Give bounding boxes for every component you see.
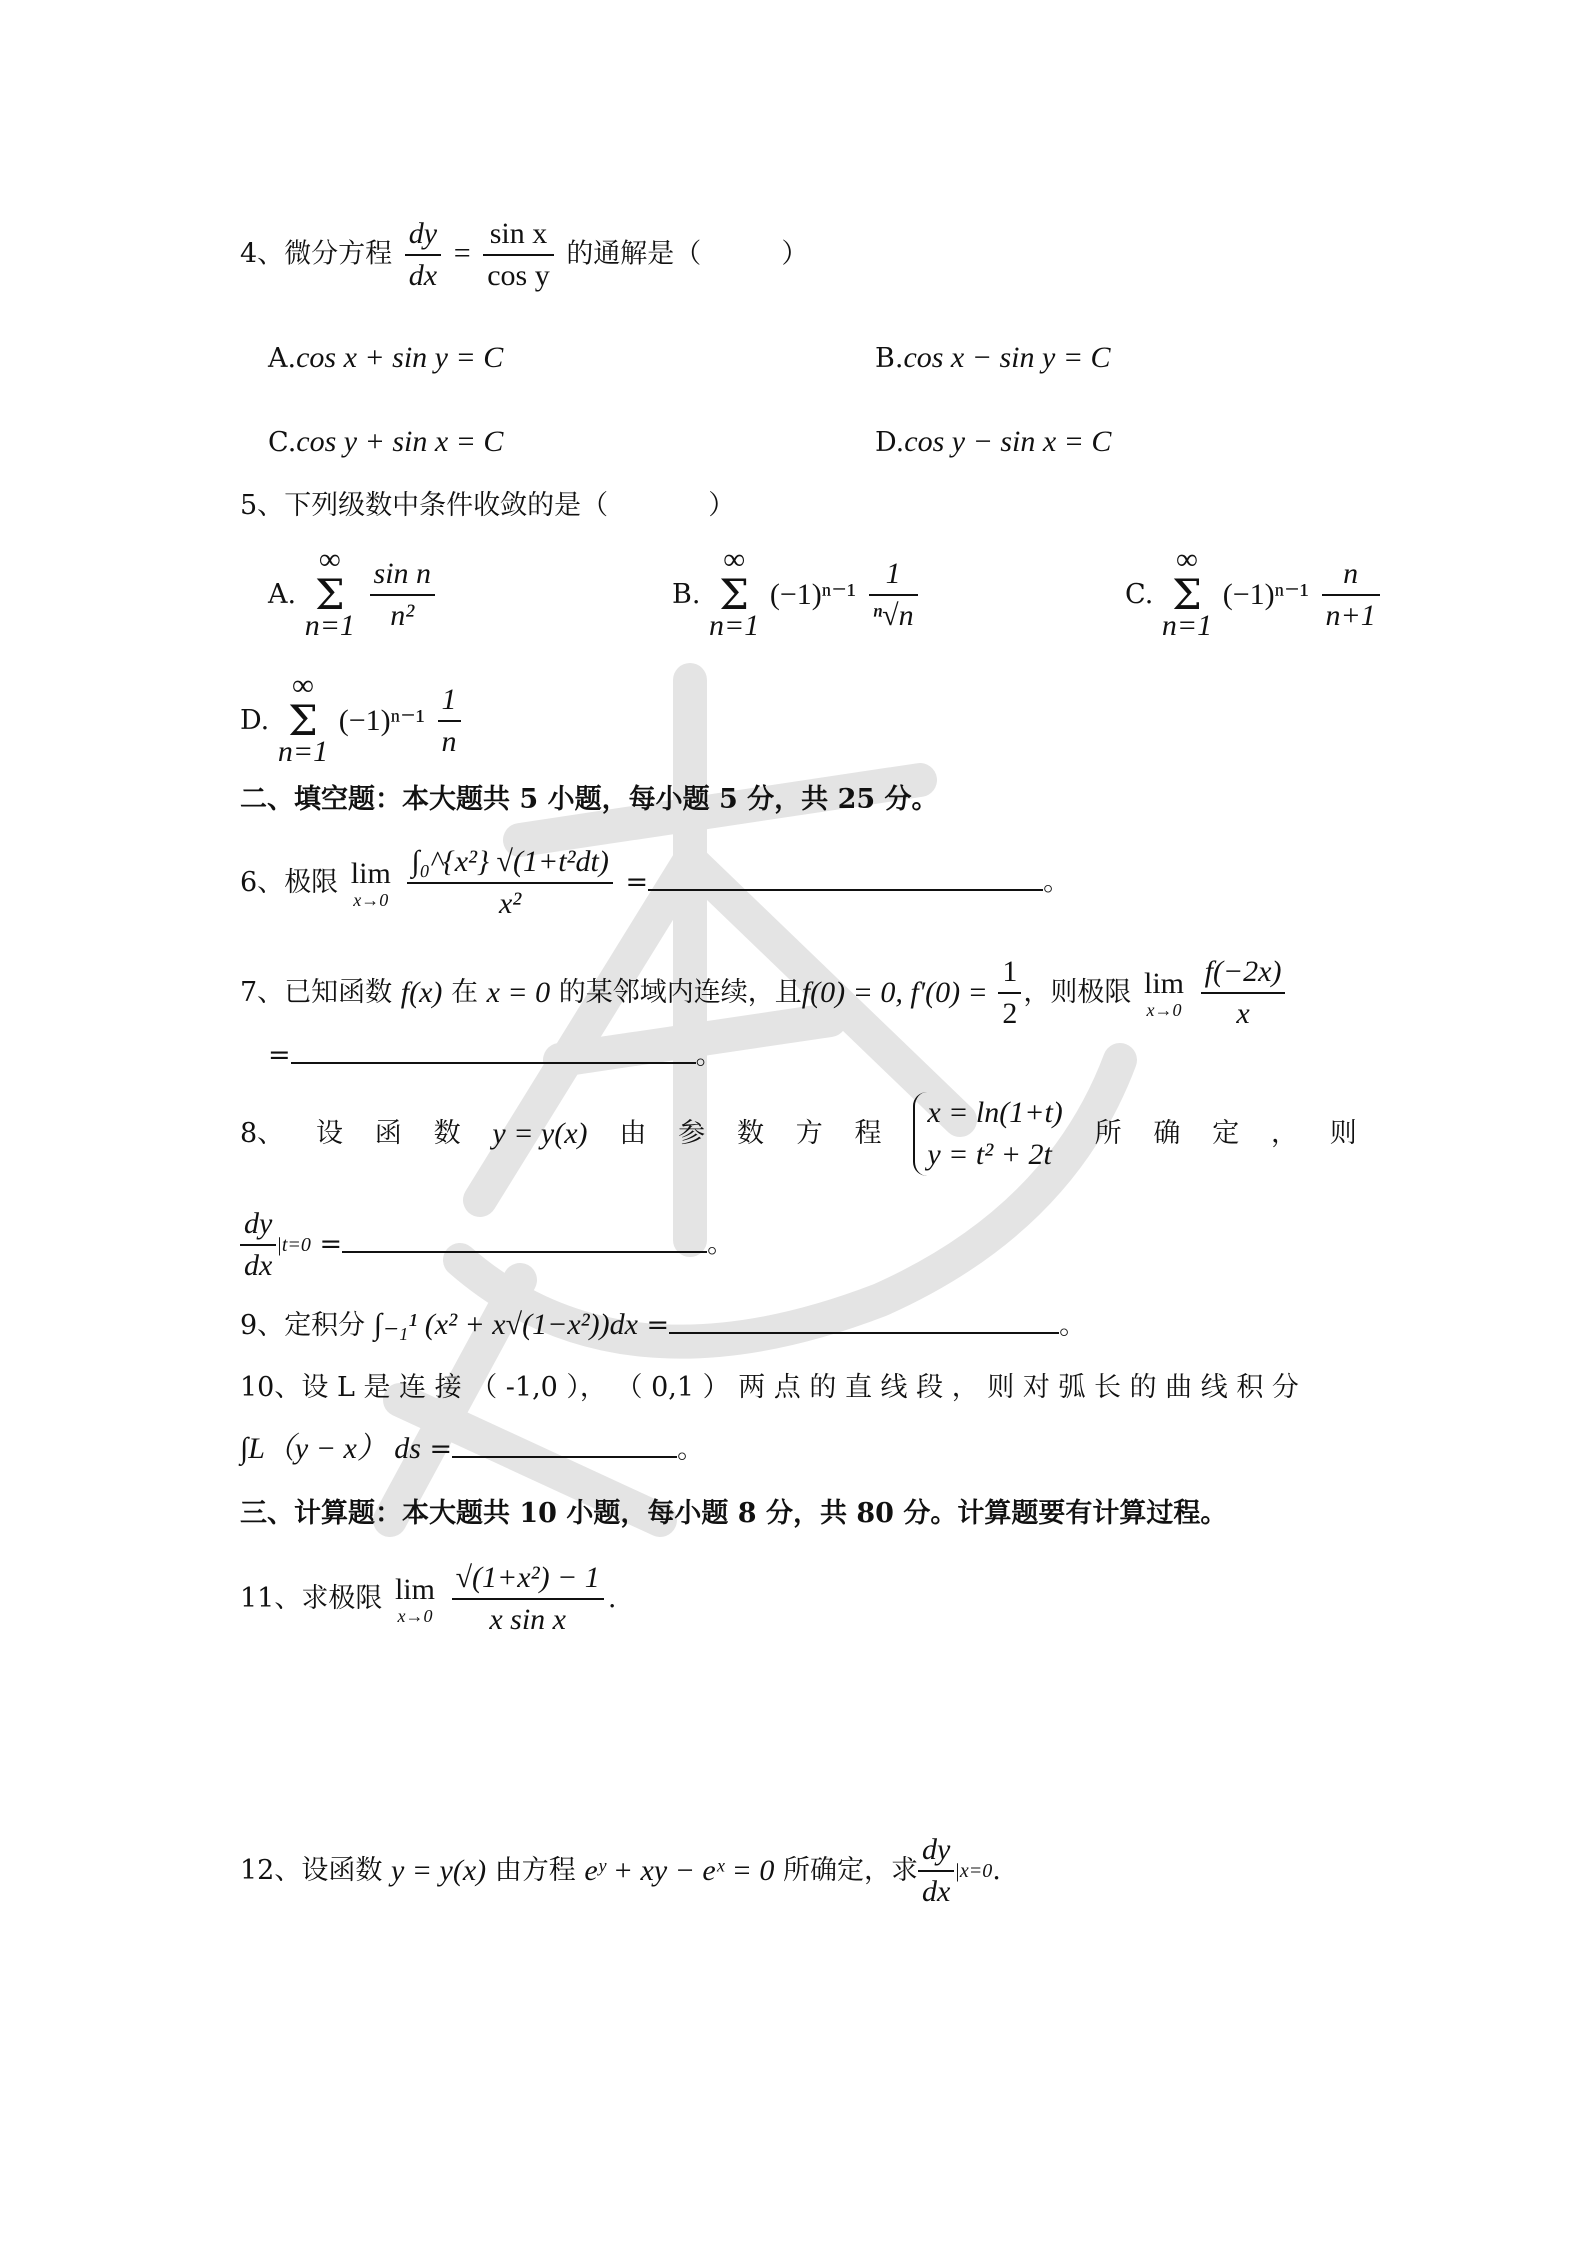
q4-close: ）	[781, 238, 809, 270]
option-label: D.	[875, 427, 905, 458]
q8-evaluation: |t=0	[276, 1234, 311, 1256]
frac-den: n²	[390, 599, 415, 632]
section-3-heading: 三、计算题：本大题共 10 小题，每小题 8 分，共 80 分。计算题要有计算过程。	[240, 1498, 1228, 1529]
q8-word: 则	[1329, 1118, 1357, 1149]
q10-text: 设 L 是 连 接 （ -1,0 ）， （ 0,1 ） 两 点 的 直 线 段 ， 则 对 弧 长 的 曲 线 积 分	[301, 1372, 1299, 1403]
question-12	[240, 1830, 1357, 1912]
q7-equals: =	[268, 1040, 291, 1071]
q5-text: 下列级数中条件收敛的是（	[284, 490, 609, 521]
q5-option-c[interactable]	[1125, 543, 1384, 642]
q7-text1: 已知函数	[284, 977, 393, 1008]
frac-den: n	[441, 725, 457, 758]
q8-number: 8、	[240, 1118, 285, 1149]
q11-number: 11、	[240, 1583, 302, 1614]
q12-derivative	[918, 1830, 954, 1912]
q7-number: 7、	[240, 977, 285, 1008]
frac-num: f(−2x)	[1201, 952, 1286, 994]
q8-word: 函	[374, 1118, 402, 1149]
question-4	[240, 214, 1357, 296]
sum-bottom: n=1	[1161, 609, 1213, 642]
q12-end: .	[992, 1855, 1001, 1886]
frac-num: 1	[438, 680, 461, 722]
q4-lhs-fraction	[405, 214, 441, 296]
sum-bottom: n=1	[277, 735, 329, 768]
sigma-symbol: ∞ Σ n=1	[709, 543, 760, 642]
q11-end: .	[607, 1583, 617, 1614]
q7-fx: f(x)	[400, 976, 443, 1009]
q12-function: y = y(x)	[390, 1854, 487, 1887]
q7-text2: 在	[451, 977, 479, 1008]
option-label: B.	[672, 579, 701, 610]
lim-subscript: x→0	[353, 890, 389, 910]
option-sign-factor: (−1)ⁿ⁻¹	[338, 704, 425, 737]
question-9	[240, 1302, 1357, 1346]
frac-num: √(1+x²) − 1	[452, 1558, 604, 1600]
lim-word: lim	[1144, 967, 1185, 1000]
q4-rhs-fraction	[483, 214, 554, 296]
sum-top: ∞	[723, 543, 745, 576]
q12-text3: 所确定，求	[783, 1855, 919, 1886]
q12-evaluation: |x=0	[954, 1860, 993, 1882]
q6-number: 6、	[240, 867, 285, 898]
frac-den: 2	[1002, 997, 1018, 1030]
q8-word: 方	[795, 1118, 823, 1149]
q9-integral: ∫₋₁¹ (x² + x√(1−x²))dx	[373, 1308, 638, 1341]
q6-frac-num: ∫₀^{x²} √(1+t²dt)	[407, 842, 612, 884]
q8-word: 程	[854, 1118, 882, 1149]
q12-number: 12、	[240, 1855, 302, 1886]
q4-option-a[interactable]	[268, 338, 503, 379]
sum-bottom: n=1	[709, 609, 760, 642]
q8-word: 所	[1094, 1118, 1122, 1149]
option-label: C.	[1125, 579, 1154, 610]
option-label: B.	[875, 343, 904, 374]
option-label: C.	[268, 427, 297, 458]
q11-prefix: 求极限	[301, 1583, 383, 1614]
q8-word: 参	[678, 1118, 706, 1149]
option-label: A.	[268, 343, 297, 374]
q12-text2: 由方程	[494, 1855, 576, 1886]
q4-rhs-num: sin x	[483, 214, 554, 256]
q9-answer-blank[interactable]	[669, 1302, 1059, 1334]
q7-answer-blank[interactable]	[291, 1032, 696, 1064]
q10-answer-blank[interactable]	[452, 1426, 677, 1458]
question-8	[240, 1094, 1357, 1174]
q7-half	[998, 952, 1021, 1034]
q4-prefix: 微分方程	[284, 238, 393, 270]
option-sign-factor: (−1)ⁿ⁻¹	[1222, 578, 1309, 611]
q5-close: ）	[708, 490, 736, 521]
q4-option-c[interactable]	[268, 422, 503, 463]
q4-lhs-num: dy	[405, 214, 441, 256]
q7-condition: f(0) = 0, f'(0) =	[801, 976, 988, 1009]
q6-equals: =	[625, 867, 649, 898]
sum-bottom: n=1	[304, 609, 355, 642]
lim-word: lim	[350, 857, 391, 890]
option-fraction	[869, 554, 918, 636]
q4-number: 4、	[240, 238, 285, 270]
sigma-symbol: ∞ Σ n=1	[277, 669, 329, 768]
q8-answer-blank[interactable]	[342, 1221, 707, 1253]
q8-end: 。	[707, 1228, 735, 1260]
q10-equals: =	[429, 1434, 453, 1465]
q8-derivative	[240, 1204, 276, 1286]
q7-text3: 的某邻域内连续，且	[558, 977, 802, 1008]
sigma-symbol: ∞ Σ n=1	[1161, 543, 1213, 642]
q9-end: 。	[1059, 1310, 1087, 1341]
option-expr: cos x + sin y = C	[296, 341, 504, 374]
q6-answer-blank[interactable]	[648, 859, 1043, 891]
q5-option-d[interactable]	[240, 669, 465, 768]
option-label: A.	[268, 579, 297, 610]
q4-rhs-den: cos y	[487, 259, 550, 292]
frac-den: ⁿ√n	[872, 599, 914, 632]
q9-number: 9、	[240, 1310, 285, 1341]
q6-prefix: 极限	[284, 867, 339, 898]
q5-number: 5、	[240, 490, 285, 521]
frac-num: 1	[869, 554, 918, 596]
q4-equals: =	[453, 236, 471, 270]
question-7-answer	[268, 1032, 1357, 1076]
q7-fraction	[1201, 952, 1286, 1034]
q8-word: 数	[736, 1118, 764, 1149]
question-11	[240, 1558, 1357, 1640]
option-fraction	[1322, 554, 1380, 636]
lim-subscript: x→0	[397, 1606, 433, 1626]
section-2-heading: 二、填空题：本大题共 5 小题，每小题 5 分，共 25 分。	[240, 784, 939, 815]
q12-equation: eʸ + xy − eˣ = 0	[584, 1854, 775, 1887]
frac-den: dx	[922, 1875, 951, 1908]
q4-suffix: 的通解是（	[566, 238, 702, 270]
q6-end: 。	[1043, 866, 1071, 898]
q8-system-row-1: x = ln(1+t)	[927, 1096, 1063, 1129]
sum-top: ∞	[1176, 543, 1198, 576]
frac-den: n+1	[1325, 599, 1376, 632]
q4-lhs-den: dx	[408, 259, 438, 292]
lim-subscript: x→0	[1146, 1000, 1182, 1020]
q4-option-d[interactable]	[875, 422, 1111, 463]
q8-word: 由	[619, 1118, 647, 1149]
frac-num: 1	[998, 952, 1021, 994]
q6-frac-den: x²	[498, 887, 522, 920]
q8-parametric-system	[913, 1092, 1062, 1176]
q9-equals: =	[646, 1310, 670, 1341]
q5-option-b[interactable]	[672, 543, 922, 642]
sum-top: ∞	[319, 543, 341, 576]
q10-end: 。	[677, 1434, 705, 1465]
q9-prefix: 定积分	[284, 1310, 366, 1341]
q10-number: 10、	[240, 1372, 302, 1403]
q8-word: 数	[433, 1118, 461, 1149]
frac-den: x	[1236, 997, 1250, 1030]
option-expr: cos y + sin x = C	[296, 425, 504, 458]
q7-text4: ，则极限	[1023, 977, 1132, 1008]
q7-end: 。	[695, 1040, 723, 1071]
sigma-symbol: ∞ Σ n=1	[304, 543, 355, 642]
q11-lim	[391, 1573, 439, 1625]
q12-prefix: 设函数	[301, 1855, 383, 1886]
frac-num: sin n	[370, 554, 436, 596]
q8-word: 确	[1153, 1118, 1181, 1149]
q7-lim	[1140, 967, 1188, 1019]
option-expr: cos x − sin y = C	[903, 341, 1111, 374]
q11-fraction	[452, 1558, 604, 1640]
option-expr: cos y − sin x = C	[904, 425, 1112, 458]
q5-option-a[interactable]	[268, 543, 439, 642]
question-7	[240, 952, 1357, 1034]
q8-function: y = y(x)	[492, 1117, 588, 1150]
question-10-answer	[240, 1426, 1357, 1470]
q8-word: 定	[1212, 1118, 1240, 1149]
option-sign-factor: (−1)ⁿ⁻¹	[769, 578, 857, 611]
frac-num: dy	[918, 1830, 954, 1872]
option-fraction	[438, 680, 461, 762]
frac-den: x sin x	[489, 1603, 566, 1636]
q7-x0: x = 0	[486, 976, 551, 1009]
q8-system-row-2: y = t² + 2t	[927, 1138, 1052, 1171]
lim-word: lim	[394, 1573, 435, 1606]
q6-lim	[347, 857, 395, 909]
question-6	[240, 842, 1357, 924]
frac-num: dy	[240, 1204, 276, 1246]
q4-option-b[interactable]	[875, 338, 1111, 379]
frac-den: dx	[244, 1249, 273, 1282]
q10-line-integral: ∫L（y − x） ds	[240, 1432, 421, 1465]
q6-fraction	[407, 842, 612, 924]
question-8-answer	[240, 1204, 1357, 1286]
question-5	[240, 486, 1357, 526]
frac-num: n	[1322, 554, 1380, 596]
sum-top: ∞	[292, 669, 314, 702]
q8-word: 设	[315, 1118, 343, 1149]
option-label: D.	[240, 705, 270, 736]
option-fraction	[370, 554, 436, 636]
q8-equals: =	[319, 1229, 343, 1260]
question-10	[240, 1368, 1357, 1408]
q8-word: ，	[1270, 1118, 1298, 1149]
